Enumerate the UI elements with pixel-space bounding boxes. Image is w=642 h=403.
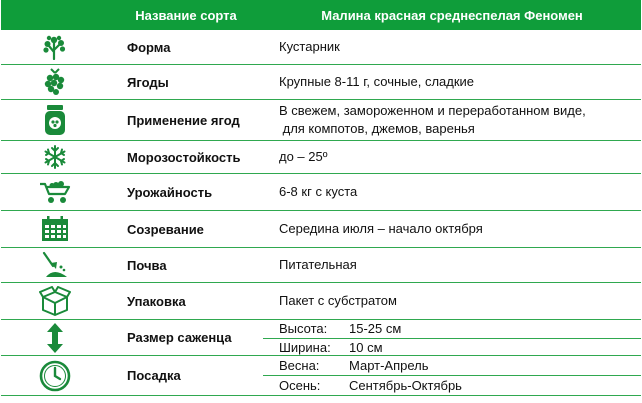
row-name-usage: Применение ягод — [109, 100, 263, 141]
row-name-seedling-size: Размер саженца — [109, 320, 263, 356]
row-value-ripening: Середина июля – начало октября — [263, 211, 641, 248]
raspberry-icon — [41, 68, 69, 96]
row-name-package: Упаковка — [109, 283, 263, 320]
row-value-seedling-size — [263, 320, 641, 356]
row-value-planting — [263, 356, 641, 396]
vertical-arrows-icon — [46, 322, 64, 354]
row-value-shape: Кустарник — [263, 30, 641, 65]
planting-spring-label: Весна: — [279, 357, 320, 373]
usage-line-1: В свежем, замороженном и переработанном виде, — [279, 103, 586, 118]
row-name-soil: Почва — [109, 248, 263, 283]
row-icon-cell — [1, 174, 109, 211]
header-variety-name: Малина красная среднеспелая Феномен — [263, 0, 641, 30]
seedling-width-value: 10 см — [349, 340, 383, 355]
clock-icon — [39, 360, 71, 392]
header-variety-label: Название сорта — [109, 0, 263, 30]
jam-jar-icon — [42, 103, 68, 137]
row-icon-cell — [1, 141, 109, 174]
row-value-berries: Крупные 8-11 г, сочные, сладкие — [263, 65, 641, 100]
row-value-package: Пакет с субстратом — [263, 283, 641, 320]
planting-spring — [263, 356, 641, 375]
row-value-frost: до – 25º — [263, 141, 641, 174]
shovel-soil-icon — [40, 251, 70, 279]
calendar-icon — [40, 215, 70, 243]
row-icon-cell — [1, 356, 109, 396]
row-value-usage — [263, 100, 641, 141]
box-icon — [39, 286, 71, 316]
row-icon-cell — [1, 283, 109, 320]
planting-spring-value: Март-Апрель — [349, 357, 429, 373]
planting-autumn-value: Сентябрь-Октябрь — [349, 377, 462, 393]
tree-icon — [42, 34, 68, 60]
row-icon-cell — [1, 100, 109, 141]
seedling-width-label: Ширина: — [279, 340, 331, 355]
row-value-yield: 6-8 кг с куста — [263, 174, 641, 211]
planting-autumn-label: Осень: — [279, 377, 321, 393]
usage-line-2: для компотов, джемов, варенья — [279, 121, 475, 136]
header-icon-col — [1, 0, 109, 30]
seedling-height — [263, 320, 641, 338]
wheelbarrow-icon — [38, 179, 72, 205]
row-name-berries: Ягоды — [109, 65, 263, 100]
row-name-planting: Посадка — [109, 356, 263, 396]
row-name-frost: Морозостойкость — [109, 141, 263, 174]
row-name-shape: Форма — [109, 30, 263, 65]
planting-autumn — [263, 375, 641, 395]
snowflake-icon — [43, 145, 67, 169]
seedling-height-value: 15-25 см — [349, 321, 402, 336]
row-value-soil: Питательная — [263, 248, 641, 283]
seedling-height-label: Высота: — [279, 321, 328, 336]
row-name-yield: Урожайность — [109, 174, 263, 211]
seedling-width — [263, 338, 641, 357]
variety-table — [1, 0, 641, 396]
row-name-ripening: Созревание — [109, 211, 263, 248]
row-icon-cell — [1, 65, 109, 100]
row-icon-cell — [1, 320, 109, 356]
row-icon-cell — [1, 30, 109, 65]
row-icon-cell — [1, 211, 109, 248]
row-icon-cell — [1, 248, 109, 283]
